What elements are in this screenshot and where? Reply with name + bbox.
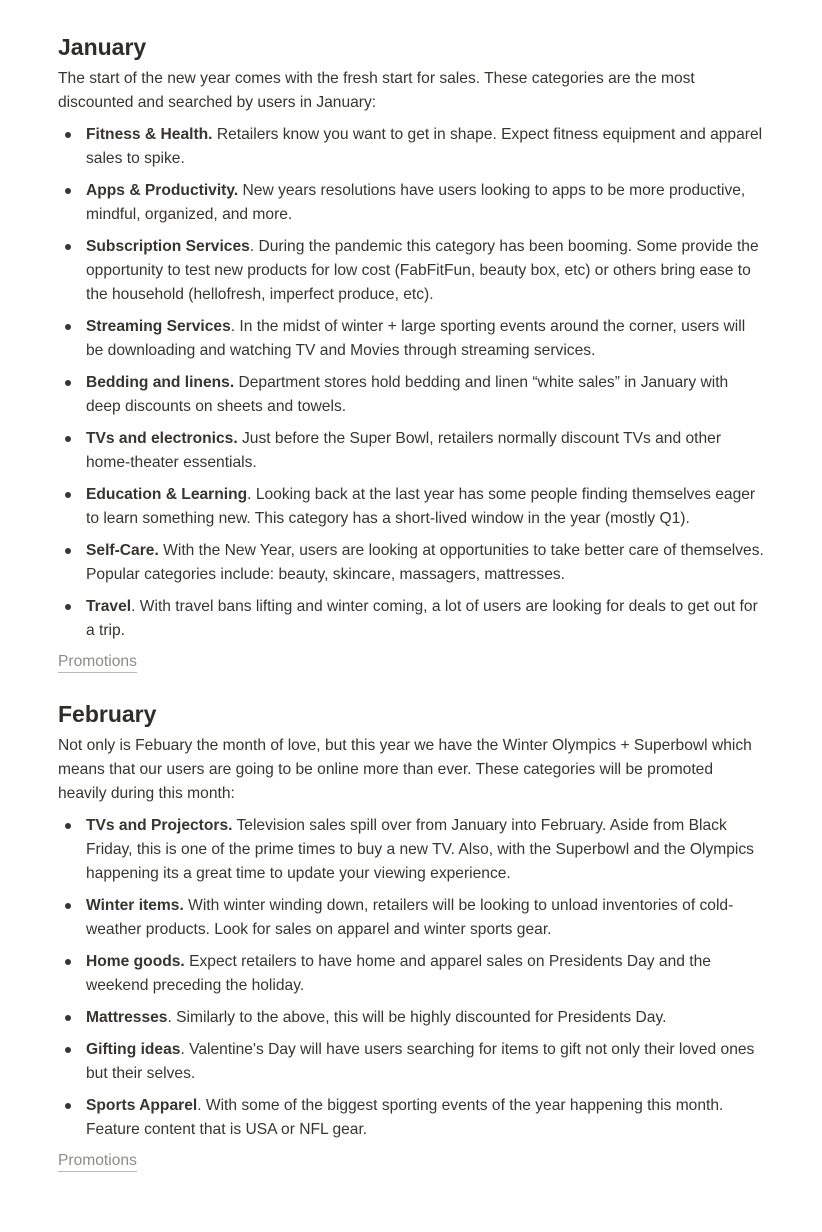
list-item [58, 539, 764, 587]
bullet-dot [65, 436, 71, 442]
item-lead: TVs and electronics. [86, 430, 238, 447]
bullet-dot [65, 132, 71, 138]
list-item [58, 1006, 764, 1030]
list-item [58, 950, 764, 998]
item-text: . In the midst of winter + large sporting events around the corner, users will be downloading and watching TV and Movies through streaming services. [86, 318, 746, 359]
bullet-dot [65, 1103, 71, 1109]
list-item [58, 1094, 764, 1142]
section-intro: The start of the new year comes with the fresh start for sales. These categories are the most discounted and searched by users in January: [58, 70, 695, 111]
bullet-dot [65, 959, 71, 965]
item-text: New years resolutions have users looking to apps to be more productive, mindful, organized, and more. [86, 182, 746, 223]
bullet-dot [65, 823, 71, 829]
item-text: With the New Year, users are looking at opportunities to take better care of themselves. Popular categories include: beauty, skincare, massagers, mattresses. [86, 542, 764, 583]
bullet-dot [65, 1015, 71, 1021]
item-lead: Fitness & Health. [86, 126, 213, 143]
bullet-list [58, 123, 764, 643]
list-item [58, 427, 764, 475]
bullet-dot [65, 604, 71, 610]
list-item [58, 483, 764, 531]
item-text: Just before the Super Bowl, retailers normally discount TVs and other home-theater essentials. [86, 430, 722, 471]
link-row [58, 652, 764, 673]
item-lead: Streaming Services [86, 318, 231, 335]
list-item [58, 814, 764, 886]
section-title: January [58, 34, 147, 60]
item-lead: Travel [86, 598, 132, 615]
bullet-dot [65, 324, 71, 330]
bullet-dot [65, 188, 71, 194]
item-lead: Mattresses [86, 1009, 168, 1026]
list-item [58, 179, 764, 227]
bullet-dot [65, 492, 71, 498]
item-lead: Bedding and linens. [86, 374, 235, 391]
item-lead: TVs and Projectors. [86, 817, 233, 834]
bullet-dot [65, 380, 71, 386]
link-row [58, 1151, 764, 1172]
list-item [58, 1038, 764, 1086]
item-text: . Looking back at the last year has some people finding themselves eager to learn something new. This category has a short-lived window in the year (mostly Q1). [86, 486, 756, 527]
list-item [58, 894, 764, 942]
item-text: . During the pandemic this category has been booming. Some provide the opportunity to test new products for low cost (FabFitFun, beauty box, etc) or others bring ease to the household (hellofresh, imperfect produce, etc). [86, 238, 759, 303]
item-text: . Similarly to the above, this will be highly discounted for Presidents Day. [167, 1009, 667, 1026]
item-text: Department stores hold bedding and linen “white sales” in January with deep discounts on sheets and towels. [86, 374, 729, 415]
item-text: . With travel bans lifting and winter coming, a lot of users are looking for deals to get out for a trip. [86, 598, 758, 639]
item-lead: Gifting ideas [86, 1041, 181, 1058]
list-item [58, 595, 764, 643]
item-lead: Sports Apparel [86, 1097, 198, 1114]
section-intro: Not only is Febuary the month of love, but this year we have the Winter Olympics + Superbowl which means that our users are going to be online more than ever. These categories will be promoted heavily during this month: [58, 737, 752, 802]
item-text: Expect retailers to have home and apparel sales on Presidents Day and the weekend preceding the holiday. [86, 953, 711, 994]
item-lead: Winter items. [86, 897, 184, 914]
bullet-list [58, 814, 764, 1142]
section-february [58, 673, 764, 1172]
item-text: . Valentine's Day will have users searching for items to gift not only their loved ones but their selves. [86, 1041, 755, 1082]
bullet-dot [65, 903, 71, 909]
section-january [58, 0, 764, 673]
item-lead: Apps & Productivity. [86, 182, 239, 199]
item-text: Television sales spill over from January into February. Aside from Black Friday, this is one of the prime times to buy a new TV. Also, with the Superbowl and the Olympics happening its a great time to update your viewing experience. [86, 817, 754, 882]
item-lead: Self-Care. [86, 542, 159, 559]
promotions-link[interactable]: Promotions [58, 1151, 137, 1172]
item-text: With winter winding down, retailers will be looking to unload inventories of cold-weather products. Look for sales on apparel and winter sports gear. [86, 897, 734, 938]
bullet-dot [65, 1047, 71, 1053]
list-item [58, 315, 764, 363]
item-text: Retailers know you want to get in shape. Expect fitness equipment and apparel sales to spike. [86, 126, 763, 167]
item-lead: Home goods. [86, 953, 185, 970]
bullet-dot [65, 244, 71, 250]
list-item [58, 371, 764, 419]
section-title: February [58, 701, 157, 727]
promotions-link[interactable]: Promotions [58, 652, 137, 673]
list-item [58, 123, 764, 171]
item-lead: Subscription Services [86, 238, 250, 255]
item-text: . With some of the biggest sporting events of the year happening this month. Feature content that is USA or NFL gear. [86, 1097, 724, 1138]
list-item [58, 235, 764, 307]
item-lead: Education & Learning [86, 486, 248, 503]
bullet-dot [65, 548, 71, 554]
